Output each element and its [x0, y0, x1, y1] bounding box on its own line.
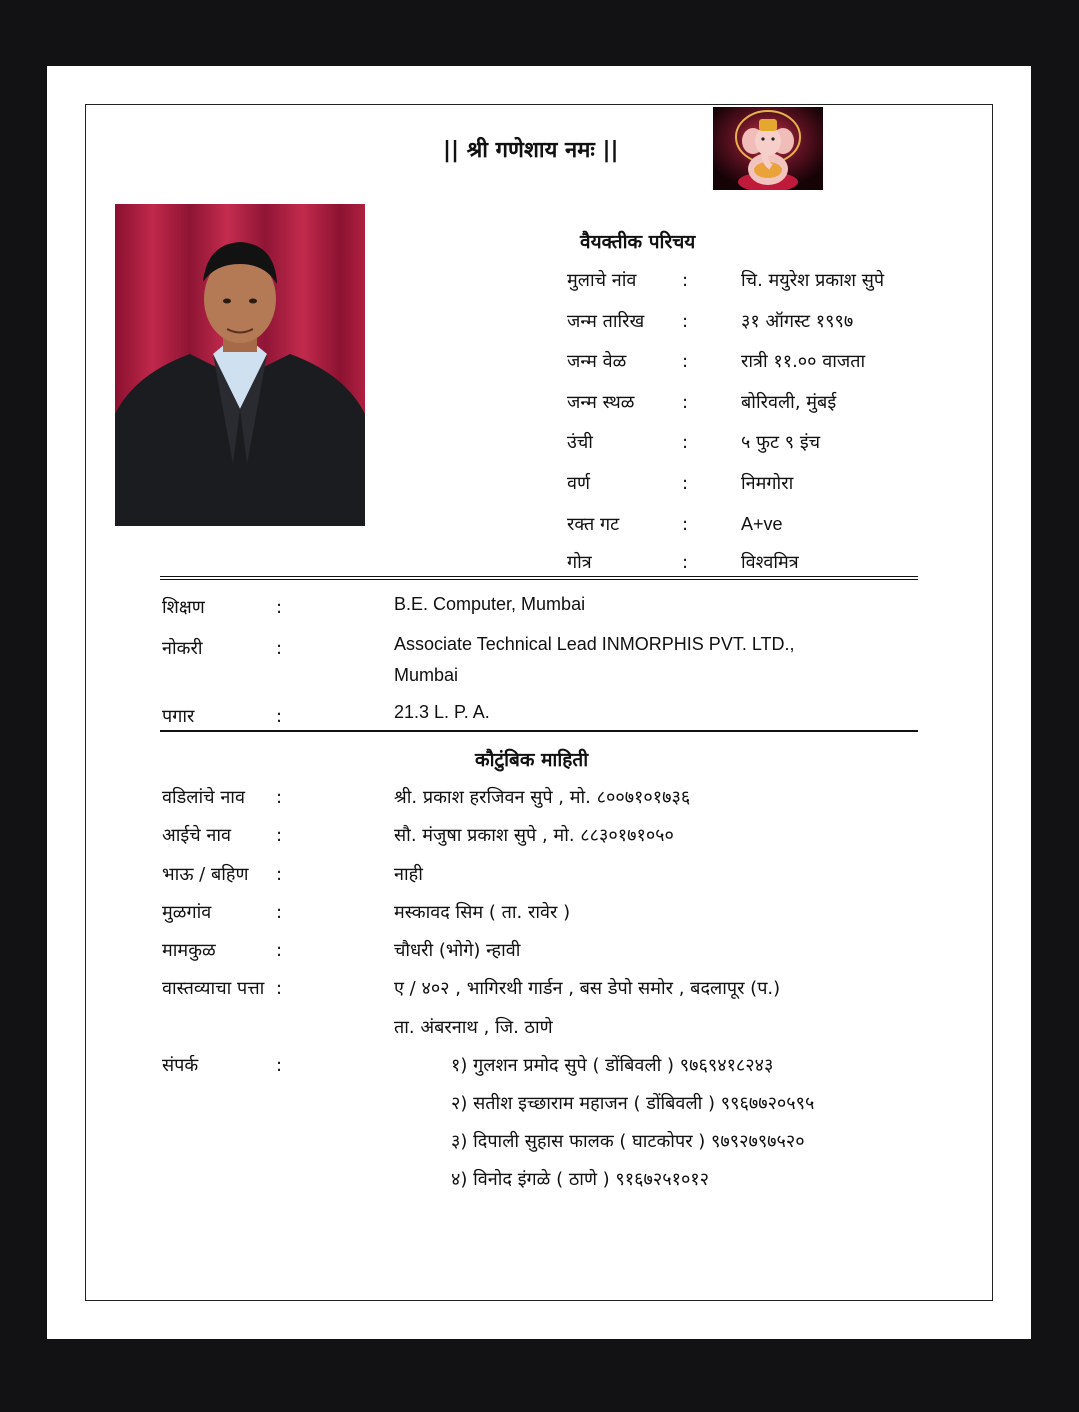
- value-dob: ३१ ऑगस्ट १९९७: [741, 311, 854, 332]
- profile-photo: [115, 204, 365, 526]
- separator: :: [276, 706, 283, 727]
- value-salary: 21.3 L. P. A.: [394, 702, 490, 722]
- separator: :: [276, 978, 283, 999]
- divider-single: [160, 730, 918, 732]
- value-gotra: विश्‍वमित्र: [741, 552, 799, 573]
- contact-item: १) गुलशन प्रमोद सुपे ( डोंबिवली ) ९७६९४१८२४३: [451, 1055, 774, 1076]
- label-education: शिक्षण: [162, 597, 205, 618]
- family-section-title: कौटुंबिक माहिती: [475, 749, 589, 771]
- value-maternal-family: चौधरी (भोगे) न्हावी: [394, 940, 521, 961]
- separator: :: [682, 552, 689, 573]
- separator: :: [276, 825, 283, 846]
- label-complexion: वर्ण: [567, 473, 591, 494]
- label-dob: जन्म तारिख: [567, 311, 645, 332]
- separator: :: [682, 514, 689, 535]
- personal-section-title: वैयक्तीक परिचय: [580, 231, 696, 253]
- invocation-header: || श्री गणेशाय नमः ||: [443, 138, 619, 163]
- divider-double: [160, 576, 918, 580]
- label-address: वास्तव्याचा पत्ता: [162, 978, 265, 999]
- label-siblings: भाऊ / बहिण: [162, 864, 249, 885]
- label-name: मुलाचे नांव: [567, 270, 637, 291]
- value-address: ए / ४०२ , भागिरथी गार्डन , बस डेपो समोर , बदलापूर (प.): [394, 978, 781, 999]
- separator: :: [682, 270, 689, 291]
- ganesha-image: [713, 107, 823, 190]
- separator: :: [276, 864, 283, 885]
- label-contact: संपर्क: [162, 1055, 199, 1076]
- label-native-place: मुळगांव: [162, 902, 212, 923]
- separator: :: [682, 311, 689, 332]
- separator: :: [276, 787, 283, 808]
- separator: :: [276, 597, 283, 618]
- label-salary: पगार: [162, 706, 195, 727]
- label-birth-place: जन्म स्थळ: [567, 392, 635, 413]
- value-father: श्री. प्रकाश हरजिवन सुपे , मो. ८००७१०१७३६: [394, 787, 691, 808]
- separator: :: [682, 351, 689, 372]
- label-father: वडिलांचे नाव: [162, 787, 245, 808]
- value-job-city: Mumbai: [394, 665, 459, 685]
- separator: :: [276, 940, 283, 961]
- separator: :: [276, 638, 283, 659]
- label-job: नोकरी: [162, 638, 203, 659]
- contact-item: ४) विनोद इंगळे ( ठाणे ) ९१६७२५१०१२: [451, 1169, 710, 1190]
- separator: :: [682, 392, 689, 413]
- label-mother: आईचे नाव: [162, 825, 232, 846]
- value-address-line2: ता. अंबरनाथ , जि. ठाणे: [394, 1017, 553, 1038]
- value-height: ५ फुट ९ इंच: [741, 432, 821, 453]
- separator: :: [276, 902, 283, 923]
- label-birth-time: जन्म वेळ: [567, 351, 627, 372]
- separator: :: [682, 432, 689, 453]
- separator: :: [682, 473, 689, 494]
- value-siblings: नाही: [394, 864, 423, 885]
- value-complexion: निमगोरा: [741, 473, 794, 494]
- separator: :: [276, 1055, 283, 1076]
- label-height: उंची: [567, 432, 593, 453]
- value-native-place: मस्कावद सिम ( ता. रावेर ): [394, 902, 571, 923]
- contact-item: ३) दिपाली सुहास फालक ( घाटकोपर ) ९७९२७९७५२०: [451, 1131, 805, 1152]
- value-birth-place: बोरिवली, मुंबई: [741, 392, 837, 413]
- value-name: चि. मयुरेश प्रकाश सुपे: [741, 270, 885, 291]
- value-mother: सौ. मंजुषा प्रकाश सुपे , मो. ८८३०१७१०५०: [394, 825, 674, 846]
- label-blood-group: रक्त गट: [567, 514, 620, 535]
- label-maternal-family: मामकुळ: [162, 940, 216, 961]
- value-birth-time: रात्री ११.०० वाजता: [741, 351, 866, 372]
- contact-item: २) सतीश इच्छाराम महाजन ( डोंबिवली ) ९९६७७२०५९५: [451, 1093, 815, 1114]
- value-blood-group: A+ve: [741, 514, 783, 534]
- label-gotra: गोत्र: [567, 552, 592, 573]
- value-education: B.E. Computer, Mumbai: [394, 594, 586, 614]
- value-job: Associate Technical Lead INMORPHIS PVT. LTD.,: [394, 634, 795, 654]
